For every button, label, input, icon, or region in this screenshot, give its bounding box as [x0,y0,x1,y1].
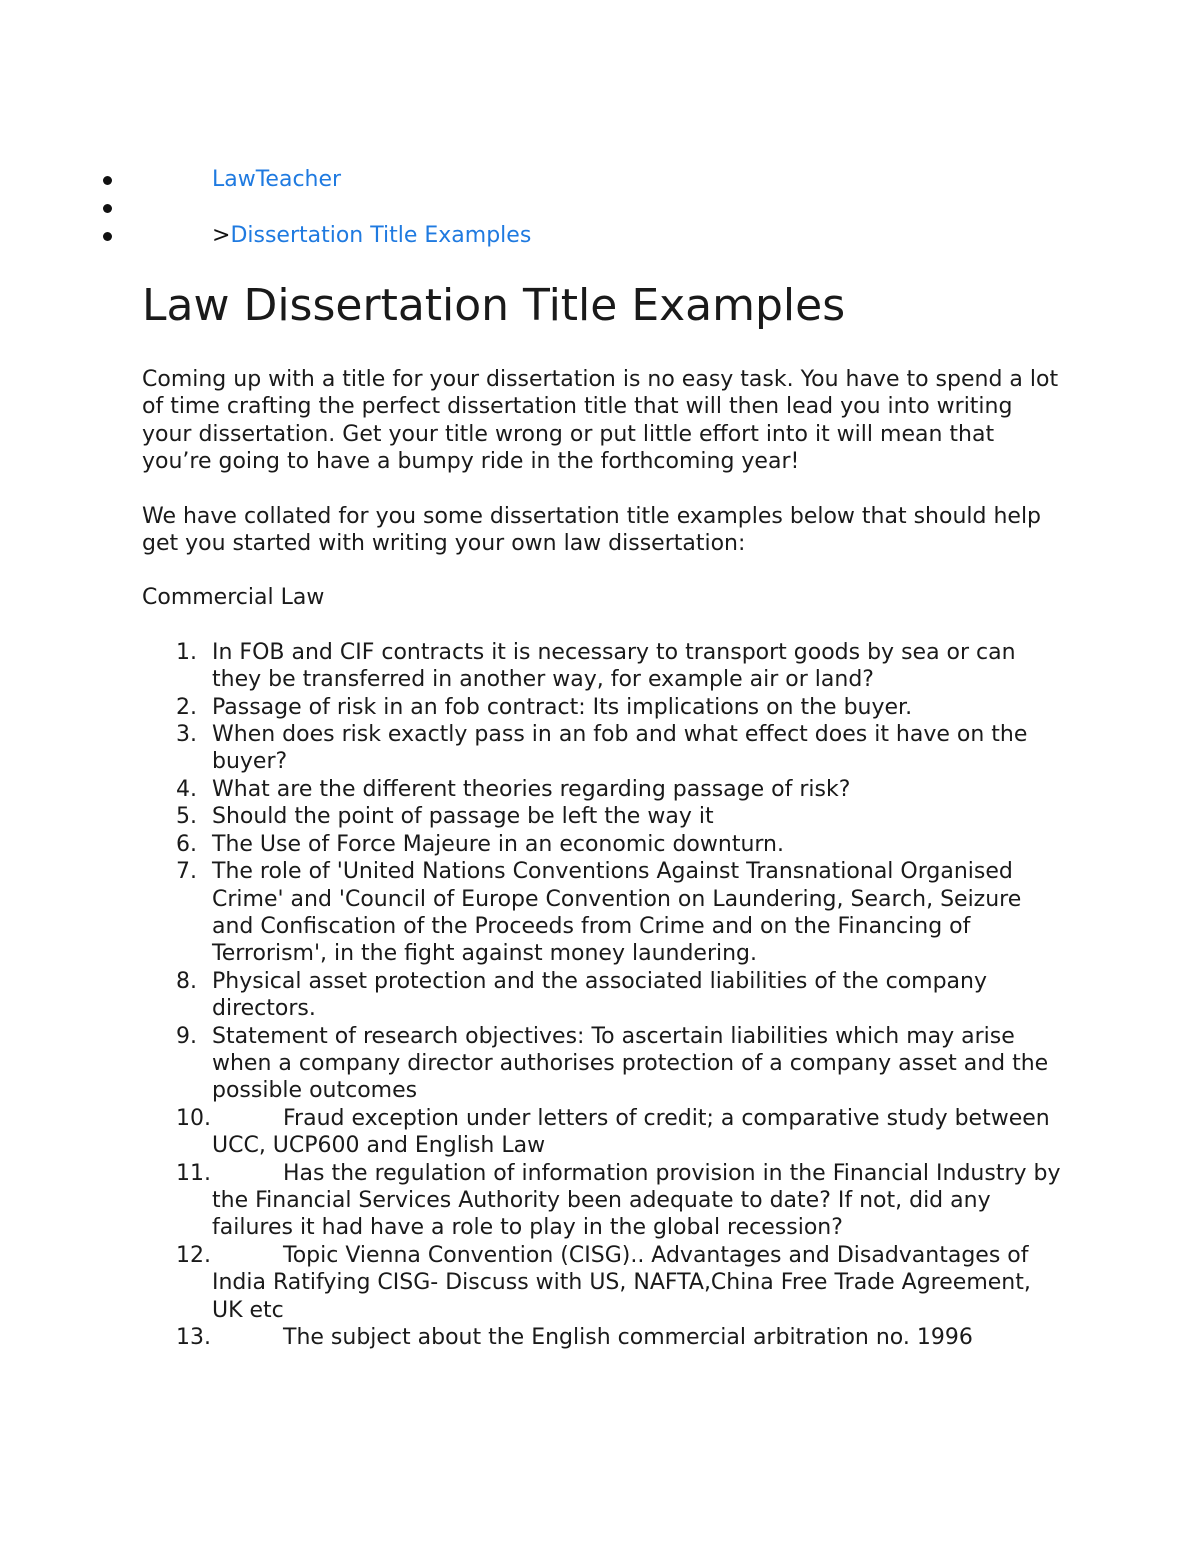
list-item [142,721,1062,776]
list-item [142,968,1062,1023]
list-item-number: 10. [176,1105,211,1131]
list-item-text: The Use of Force Majeure in an economic downturn. [212,831,784,857]
list-item [142,1242,1062,1324]
list-item [142,858,1062,968]
list-item-number: 2. [176,694,197,720]
breadcrumb-link-lawteacher[interactable]: LawTeacher [212,167,342,192]
list-item [142,831,1062,858]
bullet-icon [103,204,112,213]
list-item-number: 9. [176,1023,197,1049]
breadcrumb-separator: > [212,223,231,248]
list-item-number: 12. [176,1242,211,1268]
list-item-number: 13. [176,1325,211,1350]
list-item-number: 3. [176,722,197,748]
list-item-text: The role of 'United Nations Conventions Against Transnational Organised Crime' and 'Council of Europe Convention on Laundering, Search, Seizure and Confiscation of the Proceeds from Crime and on the Financing of Terrorism', in the fight against money laundering. [212,859,1022,967]
topic-list [142,639,1062,1352]
list-item-number: 7. [176,859,197,885]
bullet-icon [103,232,112,241]
breadcrumb-link-dissertation-title-examples[interactable]: Dissertation Title Examples [230,223,532,248]
list-item-text: When does risk exactly pass in an fob and what effect does it have on the buyer? [212,722,1028,775]
bullet-icon [103,176,112,185]
list-item [142,803,1062,830]
list-item-text: Fraud exception under letters of credit; a comparative study between UCC, UCP600 and English Law [212,1105,1050,1159]
list-item [142,639,1062,694]
page-title: Law Dissertation Title Examples [142,280,846,331]
intro-paragraph-1: Coming up with a title for your dissertation is no easy task. You have to spend a lot of time crafting the perfect dissertation title that will then lead you into writing your dissertation. Get your title wrong or put little effort into it will mean that you’re going to have a bumpy ride in the forthcoming year! [142,367,1059,475]
list-item-number: 6. [176,831,197,857]
list-item-number: 5. [176,804,197,830]
intro-paragraph-2: We have collated for you some dissertation title examples below that should help get you started with writing your own law dissertation: [142,503,1042,557]
list-item-number: 11. [176,1160,211,1186]
list-item [142,1324,1062,1351]
list-item-number: 4. [176,776,197,802]
list-item-text: Passage of risk in an fob contract: Its implications on the buyer. [212,694,913,720]
section-heading-commercial-law: Commercial Law [142,585,325,611]
list-item [142,694,1062,721]
list-item-number: 8. [176,968,197,994]
list-item-text: The subject about the English commercial arbitration no. 1996 [283,1325,973,1350]
list-item-text: Topic Vienna Convention (CISG).. Advantages and Disadvantages of India Ratifying CISG- Discuss with US, NAFTA,China Free Trade Agreement, UK etc [212,1242,1031,1323]
list-item-text: Has the regulation of information provision in the Financial Industry by the Financial Services Authority been adequate to date? If not, did any failures it had have a role to play in the global recession? [212,1160,1061,1241]
list-item-text: What are the different theories regarding passage of risk? [212,776,851,802]
list-item-text: Statement of research objectives: To ascertain liabilities which may arise when a company director authorises protection of a company asset and the possible outcomes [212,1023,1049,1104]
list-item-text: In FOB and CIF contracts it is necessary to transport goods by sea or can they be transferred in another way, for example air or land? [212,639,1016,693]
list-item-text: Should the point of passage be left the way it [212,804,714,830]
list-item-text: Physical asset protection and the associated liabilities of the company directors. [212,968,988,1022]
list-item [142,776,1062,803]
list-item [142,1023,1062,1105]
list-item [142,1105,1062,1160]
article [142,278,1062,1351]
list-item-number: 1. [176,639,197,665]
list-item [142,1160,1062,1242]
